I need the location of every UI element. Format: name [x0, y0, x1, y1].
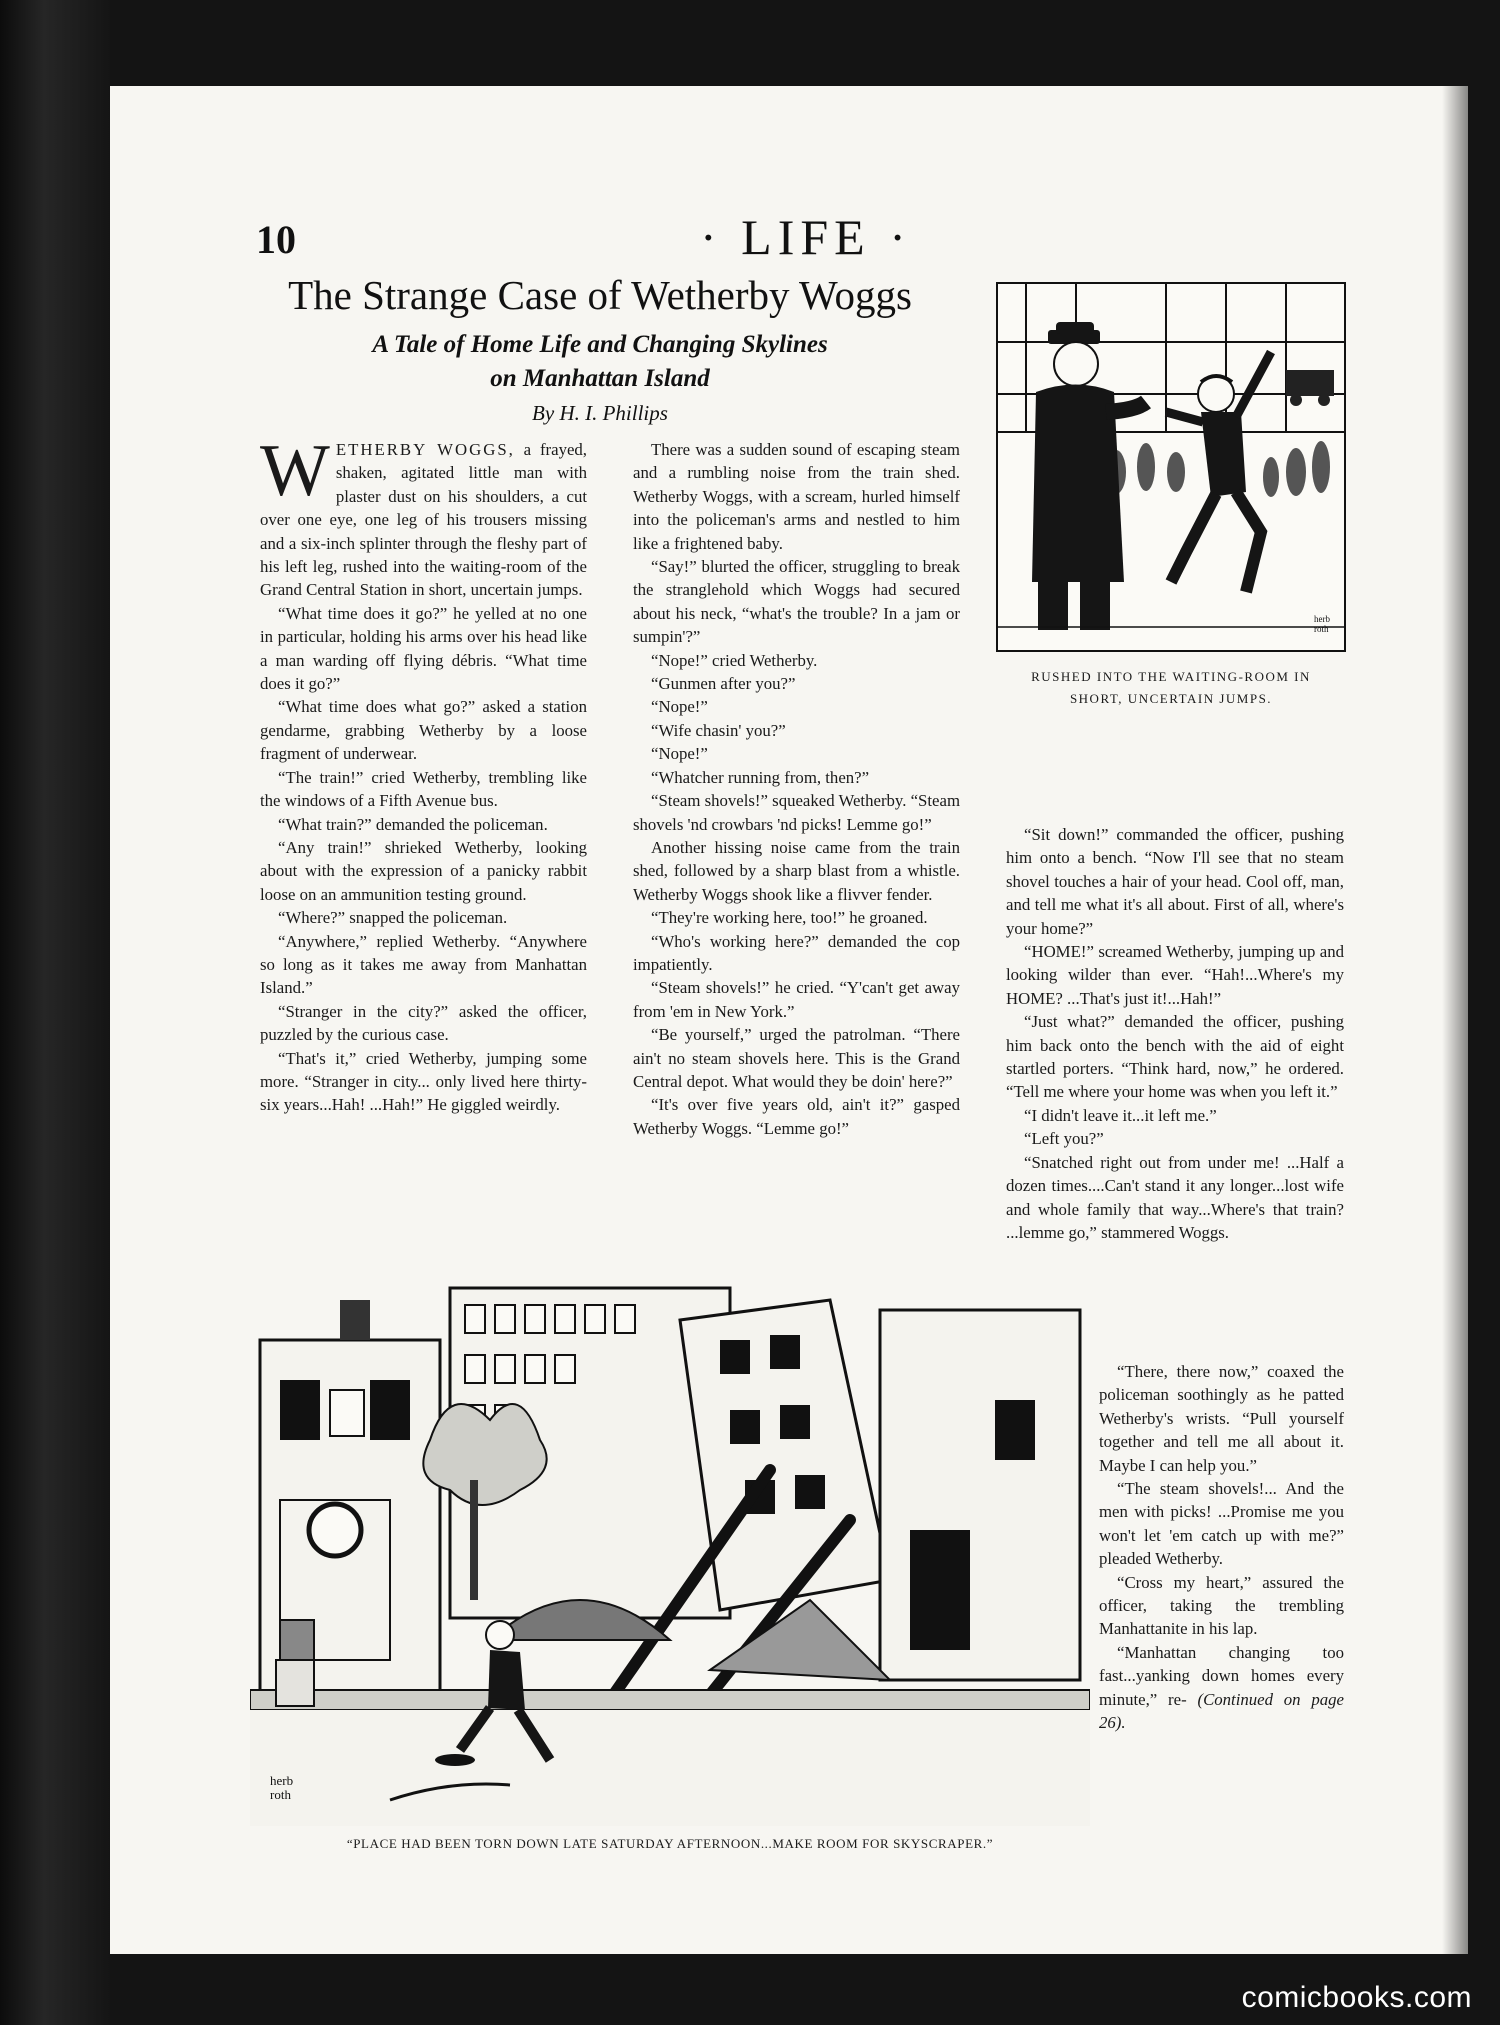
watermark: comicbooks.com	[1241, 1981, 1472, 2014]
page-number: 10	[256, 217, 296, 262]
col3b-paragraph: “The steam shovels!... And the men with picks! ...Promise me you won't let 'em catch up with me?” pleaded Wetherby.	[1099, 1479, 1344, 1569]
column-3-continued	[1099, 1360, 1344, 1735]
top-signature-1: herb	[1314, 614, 1330, 624]
bottom-signature-2: roth	[270, 1787, 291, 1802]
col1-paragraph: “Stranger in the city?” asked the officer, puzzled by the curious case.	[260, 1001, 587, 1045]
drop-cap: W	[260, 430, 330, 512]
col3-paragraph: “Left you?”	[1024, 1129, 1104, 1149]
lead-caps: ETHERBY WOGGS,	[335, 440, 515, 459]
caption-line-2: SHORT, UNCERTAIN JUMPS.	[1069, 691, 1273, 706]
col2-paragraph: “It's over five years old, ain't it?” gasped Wetherby Woggs. “Lemme go!”	[633, 1095, 960, 1138]
article-subtitle	[250, 328, 950, 396]
caption-line-1: RUSHED INTO THE WAITING-ROOM IN	[1031, 669, 1311, 684]
subtitle-line-2: on Manhattan Island	[490, 365, 710, 392]
bottom-signature-1: herb	[270, 1773, 294, 1788]
caption-waiting-room	[996, 666, 1346, 710]
col3b-paragraph: “Cross my heart,” assured the officer, taking the trembling Manhattanite in his lap.	[1099, 1572, 1344, 1639]
col2-paragraph: “They're working here, too!” he groaned.	[651, 908, 928, 928]
col2-paragraph: “Nope!”	[651, 744, 708, 764]
col3-paragraph: “I didn't leave it...it left me.”	[1024, 1105, 1217, 1125]
subtitle-line-1: A Tale of Home Life and Changing Skylines	[372, 331, 828, 358]
col2-paragraph: “Nope!” cried Wetherby.	[651, 650, 818, 670]
top-signature-2: roth	[1314, 624, 1329, 634]
col2-paragraph: “Whatcher running from, then?”	[651, 767, 870, 787]
col2-paragraph: There was a sudden sound of escaping steam and a rumbling noise from the train shed. Wetherby Woggs, with a scream, hurled himself into the policeman's arms and nestled to him like a frightened baby.	[633, 440, 960, 553]
masthead: · LIFE ·	[700, 209, 912, 265]
article-title: The Strange Case of Wetherby Woggs	[288, 272, 912, 318]
lead-text: a frayed, shaken, agitated little man with plaster dust on his shoulders, a cut over one eye, one leg of his trousers missing and a six-inch splinter through the fleshy part of his left leg, rushed into the waiting-room of the Grand Central Station in short, uncertain jumps.	[260, 440, 587, 600]
col2-paragraph: “Say!” blurted the officer, struggling to break the stranglehold which Woggs had secured about his neck, “what's the trouble? In a jam or sumpin'?”	[633, 557, 960, 647]
col1-paragraph-1	[260, 430, 587, 602]
col2-paragraph: “Nope!”	[651, 697, 708, 717]
col1-paragraph: “That's it,” cried Wetherby, jumping some more. “Stranger in city... only lived here thirty-six years...Hah! ...Hah!” He giggled weirdly.	[260, 1048, 587, 1115]
col2-paragraph: Another hissing noise came from the train shed, followed by a sharp blast from a whistle. Wetherby Woggs shook like a flivver fender.	[633, 837, 960, 904]
scan-border	[0, 0, 110, 2025]
col2-paragraph: “Gunmen after you?”	[651, 674, 796, 694]
column-3	[1006, 823, 1344, 1244]
col3b-paragraph: “There, there now,” coaxed the policeman soothingly as he patted Wetherby's wrists. “Pull yourself together and tell me all about it. Maybe I can help you.”	[1099, 1362, 1344, 1475]
col1-paragraph: “What train?” demanded the policeman.	[278, 814, 548, 834]
col3-paragraph: “Snatched right out from under me! ...Half a dozen times....Can't stand it any longer...lost wife and whole family that way...Where's that train? ...lemme go,” stammered Woggs.	[1006, 1152, 1344, 1242]
column-2	[633, 438, 960, 1140]
col3-paragraph: “HOME!” screamed Wetherby, jumping up and looking wilder than ever. “Hah!...Where's my HOME? ...That's just it!...Hah!”	[1006, 942, 1344, 1008]
col1-paragraph: “What time does it go?” he yelled at no one in particular, holding his arms over his head like a man warding off flying débris. “What time does it go?”	[260, 603, 587, 694]
col2-paragraph: “Wife chasin' you?”	[651, 720, 786, 740]
col3-paragraph: “Just what?” demanded the officer, pushing him back onto the bench with the aid of eight startled porters. “Think hard, now,” he ordered. “Tell me where your home was when you left it.”	[1006, 1012, 1344, 1102]
caption-demolition: “PLACE HAD BEEN TORN DOWN LATE SATURDAY AFTERNOON...MAKE ROOM FOR SKYSCRAPER.”	[346, 1836, 994, 1851]
col3b-last-text: “Manhattan changing too fast...yanking down homes every minute,” re-	[1099, 1642, 1344, 1709]
illustration-demolition	[250, 1280, 1090, 1826]
col2-paragraph: “Be yourself,” urged the patrolman. “There ain't no steam shovels here. This is the Grand Central depot. What would they be doin' here?”	[633, 1025, 960, 1091]
col1-paragraph: “Any train!” shrieked Wetherby, looking about with the expression of a panicky rabbit loose on an ammunition testing ground.	[260, 837, 587, 904]
col1-paragraph: “Anywhere,” replied Wetherby. “Anywhere so long as it takes me away from Manhattan Island.”	[260, 931, 587, 998]
col2-paragraph: “Steam shovels!” he cried. “Y'can't get away from 'em in New York.”	[633, 978, 960, 1021]
column-1	[260, 430, 587, 1117]
col1-paragraph: “Where?” snapped the policeman.	[278, 908, 508, 928]
magazine-page	[110, 86, 1468, 1954]
col1-paragraph: “The train!” cried Wetherby, trembling like the windows of a Fifth Avenue bus.	[260, 767, 587, 811]
col2-paragraph: “Steam shovels!” squeaked Wetherby. “Steam shovels 'nd crowbars 'nd picks! Lemme go!”	[633, 791, 961, 834]
byline: By H. I. Phillips	[532, 401, 668, 425]
col3-paragraph: “Sit down!” commanded the officer, pushing him onto a bench. “Now I'll see that no steam shovel touches a hair of your head. Cool off, man, and tell me what it's all about. First of all, where's your home?”	[1006, 825, 1344, 938]
col1-paragraph: “What time does what go?” asked a station gendarme, grabbing Wetherby by a loose fragment of underwear.	[260, 697, 587, 764]
col2-paragraph: “Who's working here?” demanded the cop impatiently.	[633, 931, 960, 974]
illustration-waiting-room	[996, 282, 1346, 652]
continued-note: (Continued on page 26).	[1099, 1689, 1344, 1733]
col3b-paragraph	[1099, 1641, 1344, 1735]
